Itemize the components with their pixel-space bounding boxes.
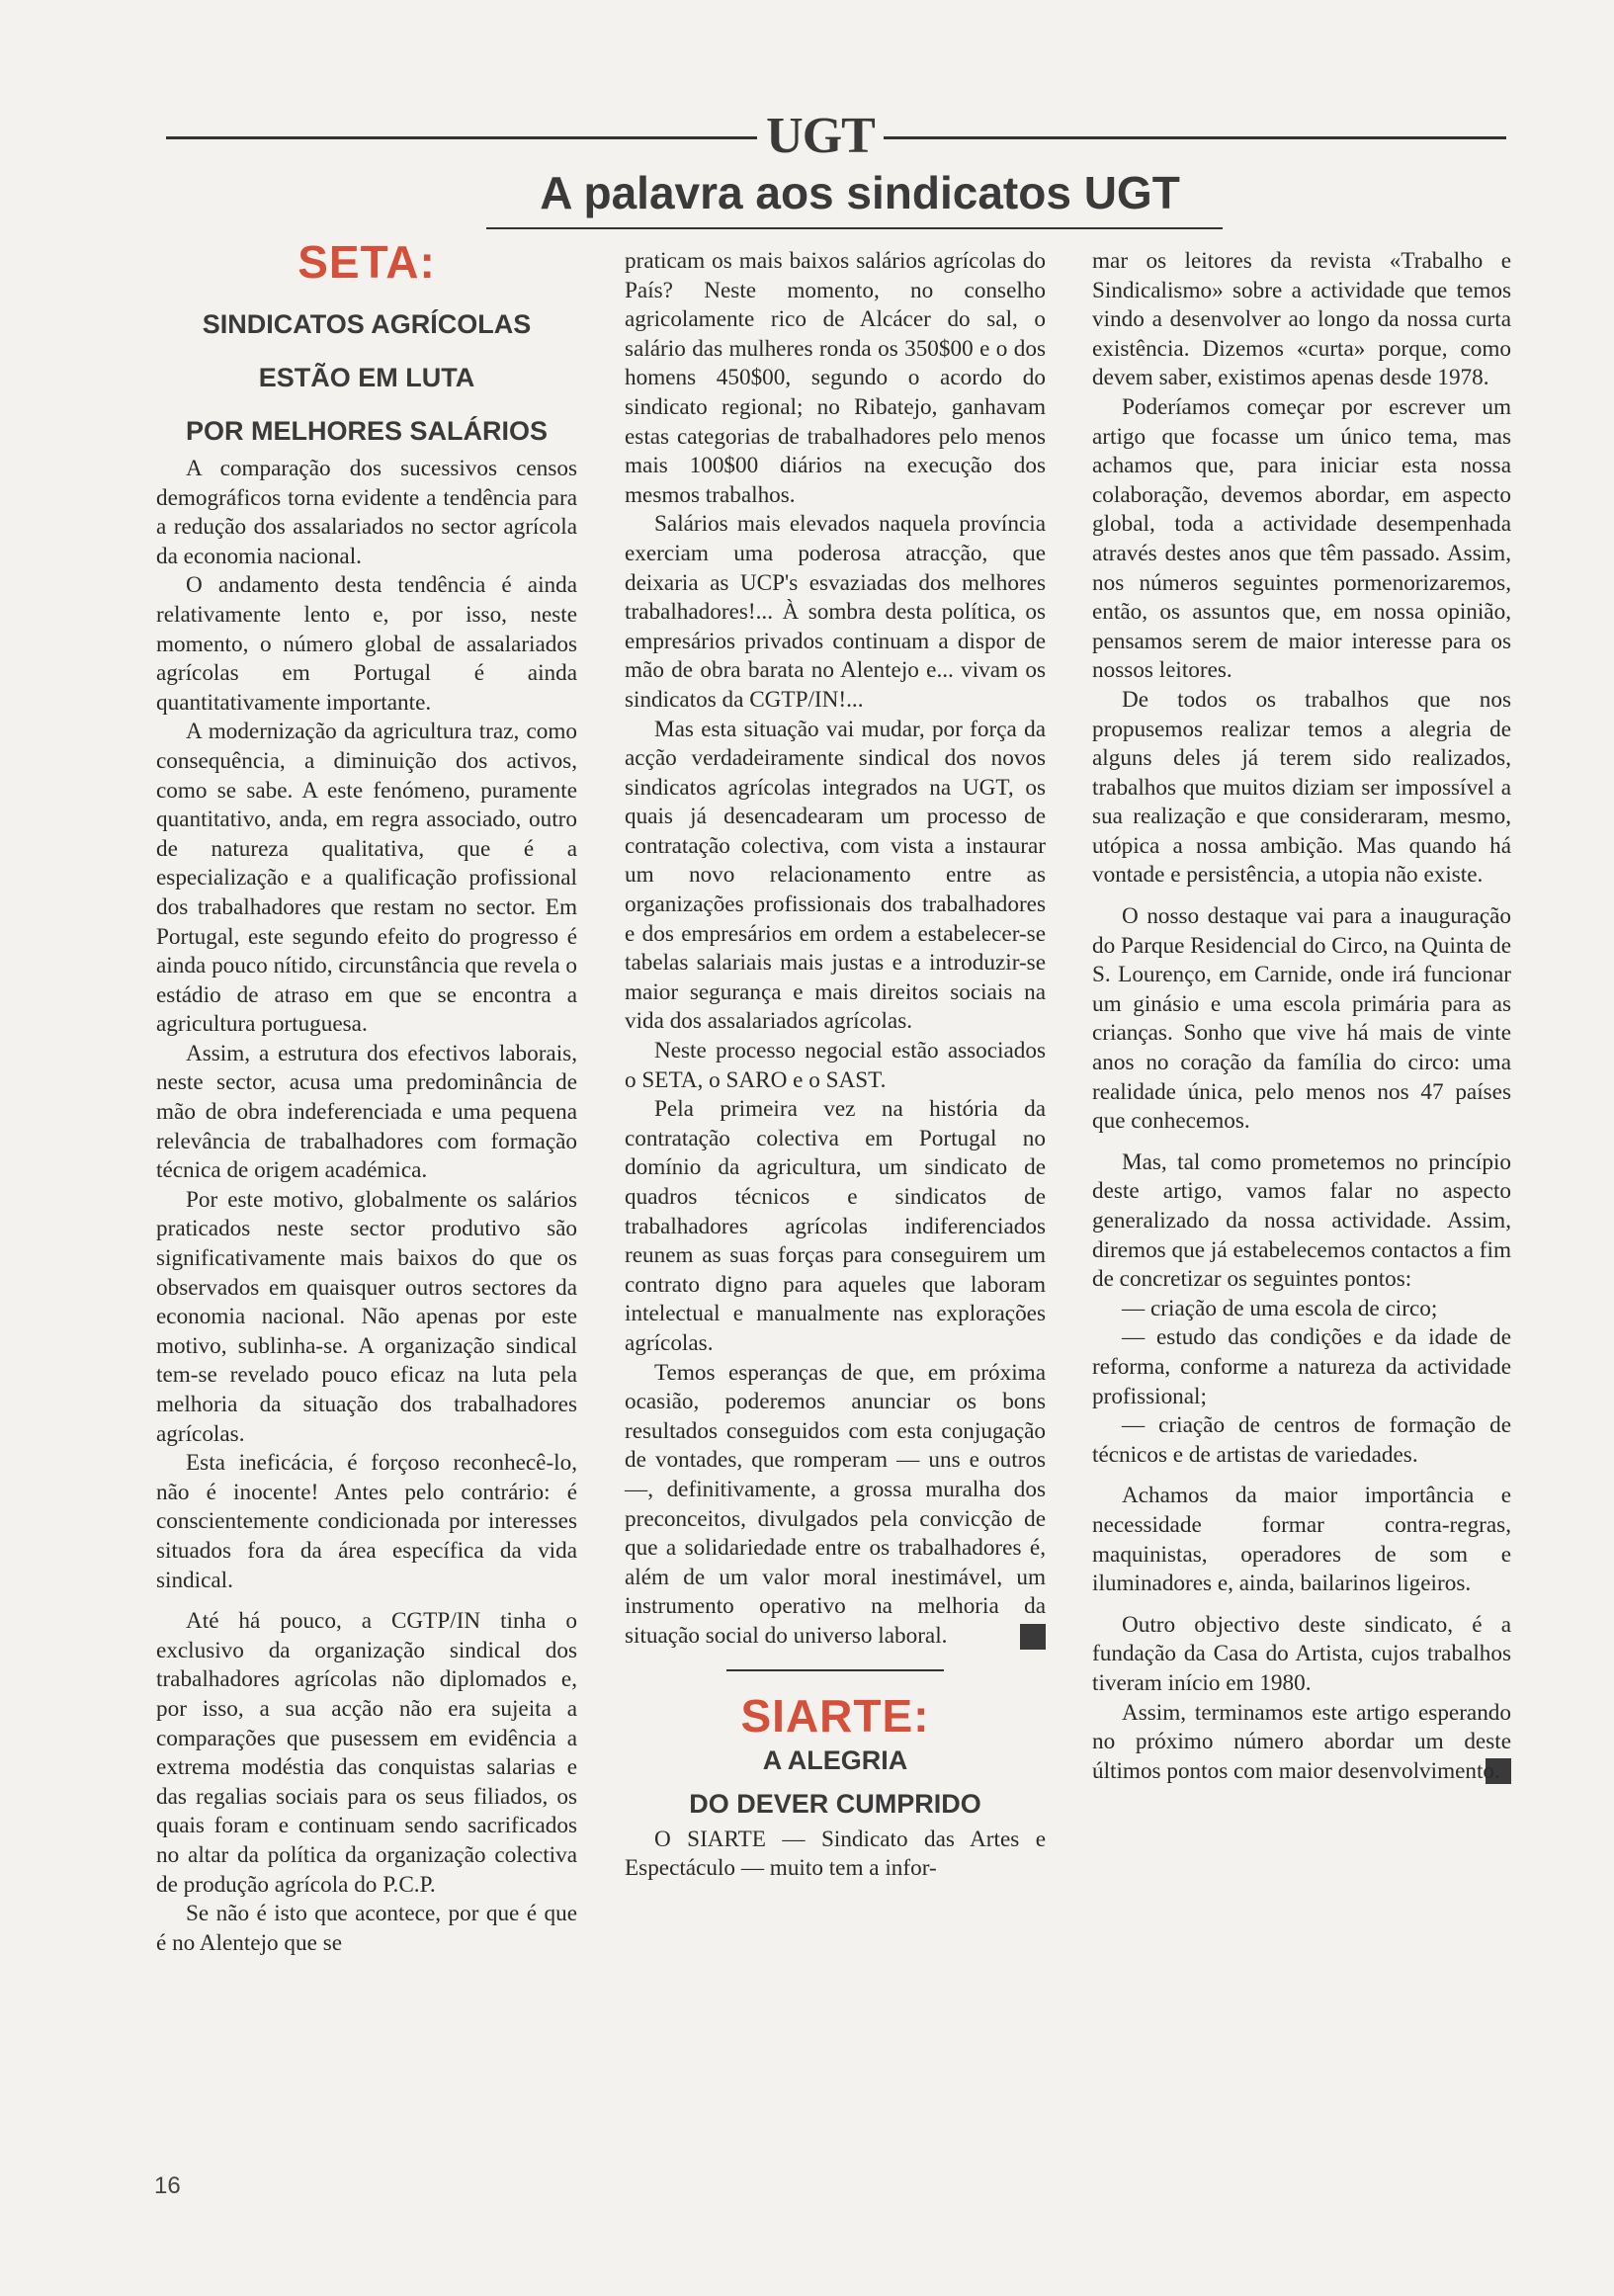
siarte-paragraph: O nosso destaque vai para a inauguração do Parque Residencial do Circo, na Quinta de S. Lourenço, em Carnide, onde irá funcionar um ginásio e uma escola primária para as crianças. Sonho que vive há mais de vinte anos no coração da família do circo: uma realidade única, pelo menos nos 47 países que conhecemos. [1092,903,1511,1135]
column-2 [625,247,1046,1884]
seta-paragraph: praticam os mais baixos salários agrícolas do País? Neste momento, no conselho agricolamente rico de Alcácer do sal, o salário das mulheres ronda os 350$00 e o dos homens 450$00, segundo o acordo do sindicato regional; no Ribatejo, ganhavam estas categorias de trabalhadores pelo menos mais 100$00 diários na execução dos mesmos trabalhos. [625,248,1046,508]
seta-paragraph: Esta ineficácia, é forçoso reconhecê-lo, não é inocente! Antes pelo contrário: é conscientemente condicionada por interesses situados fora da área específica da vida sindical. [156,1450,577,1593]
siarte-paragraph: Poderíamos começar por escrever um artigo que focasse um único tema, mas achamos que, para iniciar esta nossa colaboração, devemos abordar, em aspecto global, toda a actividade desempenhada através destes anos que têm passado. Assim, nos números seguintes pormenorizaremos, então, os assuntos que, em nossa opinião, pensamos serem de maior interesse para os nossos leitores. [1092,393,1511,684]
siarte-list-item: — criação de centros de formação de técnicos e de artistas de variedades. [1092,1412,1511,1468]
seta-paragraph: Salários mais elevados naquela província exerciam uma poderosa atracção, que deixaria as UCP's esvaziadas dos melhores trabalhadores!... À sombra desta política, os empresários privados continuam a dispor de mão de obra barata no Alentejo e... vivam os sindicatos da CGTP/IN!... [625,511,1046,713]
seta-paragraph: Temos esperanças de que, em próxima ocasião, poderemos anunciar os bons resultados conseguidos com esta conjugação de vontades, que romperam — uns e outros —, definitivamente, a grossa muralha dos preconceitos, divulgados pela convicção de que a solidariedade entre os trabalhadores é, além de um valor moral inestimável, um instrumento operativo na melhoria da situação social do universo laboral. [625,1359,1046,1649]
seta-paragraph: Até há pouco, a CGTP/IN tinha o exclusivo da organização sindical dos trabalhadores agrícolas não diplomados e, por isso, a sua acção não era sujeita a comparações que pusessem em evidência a extrema modéstia das conquistas salarias e das regalias sociais para os seus filiados, os quais foram e continuam sendo sacrificados no altar da política da organização colectiva de produção agrícola do P.C.P. [156,1608,577,1898]
header-rule-right [884,136,1506,139]
siarte-paragraph: Achamos da maior importância e necessidade formar contra-regras, maquinistas, operadores de som e iluminadores e, ainda, bailarinos ligeiros. [1092,1483,1511,1597]
seta-paragraph: Se não é isto que acontece, por que é que é no Alentejo que se [156,1901,577,1956]
seta-paragraph: Por este motivo, globalmente os salários praticados neste sector produtivo são significativamente mais baixos do que os observados em quaisquer outros sectores da economia nacional. Não apenas por este motivo, sublinha-se. A organização sindical tem-se revelado pouco eficaz na luta pela melhoria da situação dos trabalhadores agrícolas. [156,1186,577,1447]
page-number: 16 [154,2172,181,2199]
seta-paragraph: A comparação dos sucessivos censos demográficos torna evidente a tendência para a redução dos assalariados no sector agrícola da economia nacional. [156,456,577,569]
siarte-paragraph: Mas, tal como prometemos no princípio deste artigo, vamos falar no aspecto generalizado da nossa actividade. Assim, diremos que já estabelecemos contactos a fim de concretizar os seguintes pontos: [1092,1148,1511,1293]
siarte-list-item: — estudo das condições e da idade de reforma, conforme a natureza da actividade profissional; [1092,1324,1511,1409]
siarte-paragraph: mar os leitores da revista «Trabalho e Sindicalismo» sobre a actividade que temos vindo a desenvolver ao longo da nossa curta existência. Dizemos «curta» porque, como devem saber, existimos apenas desde 1978. [1092,248,1511,391]
article-separator [726,1669,944,1671]
siarte-subtitle-line-2: DO DEVER CUMPRIDO [689,1788,981,1819]
siarte-paragraph: Assim, terminamos este artigo esperando no próximo número abordar um deste últimos pontos com maior desenvolvimento. [1092,1699,1511,1784]
seta-title: SETA: [297,236,436,288]
seta-paragraph: O andamento desta tendência é ainda relativamente lento e, por isso, neste momento, o número global de assalariados agrícolas em Portugal é ainda quantitativamente importante. [156,572,577,716]
seta-subtitle-line-2: ESTÃO EM LUTA [258,363,475,392]
seta-paragraph: Mas esta situação vai mudar, por força da acção verdadeiramente sindical dos novos sindicatos agrícolas integrados na UGT, os quais já desencadearam um processo de contratação colectiva, com vista a instaurar um novo relacionamento entre as organizações profissionais dos trabalhadores e dos empresários em ordem a estabelecer-se tabelas salariais mais justas e a introduzir-se maior segurança e mais direitos sociais na vida dos assalariados agrícolas. [625,716,1046,1035]
seta-subtitle-line-1: SINDICATOS AGRÍCOLAS [202,309,532,339]
siarte-list-item: — criação de uma escola de circo; [1122,1295,1438,1321]
column-1 [156,235,577,1958]
column-3 [1092,247,1511,1786]
siarte-paragraph: De todos os trabalhos que nos propusemos realizar temos a alegria de alguns deles já terem sido realizados, trabalhos que muitos diziam ser impossível a sua realização e que consideraram, mesmo, utópica a nossa ambição. Mas quando há vontade e persistência, a utopia não existe. [1092,686,1511,889]
headline-underline [486,227,1223,229]
seta-subtitle-line-3: POR MELHORES SALÁRIOS [185,416,549,446]
seta-paragraph: A modernização da agricultura traz, como consequência, a diminuição dos activos, como se sabe. A este fenómeno, puramente quantitativo, anda, em regra associado, outro de natureza qualitativa, que é a especialização e a qualificação profissional dos trabalhadores que restam no sector. Em Portugal, este segundo efeito do progresso é ainda pouco nítido, circunstância que revela o estádio de atraso em que se encontra a agricultura portuguesa. [156,719,577,1038]
seta-paragraph: Pela primeira vez na história da contratação colectiva em Portugal no domínio da agricultura, um sindicato de quadros técnicos e sindicatos de trabalhadores agrícolas indiferenciados reunem as suas forças para conseguirem um contrato digno para aqueles que laboram intelectual e manualmente nas explorações agrícolas. [625,1096,1046,1356]
siarte-paragraph: O SIARTE — Sindicato das Artes e Espectáculo — muito tem a infor- [625,1826,1046,1882]
section-label: UGT [766,108,875,164]
siarte-subtitle-line-1: A ALEGRIA [762,1744,908,1775]
seta-paragraph: Neste processo negocial estão associados o SETA, o SARO e o SAST. [625,1038,1046,1093]
seta-paragraph: Assim, a estrutura dos efectivos laborais, neste sector, acusa uma predominância de mão de obra indeferenciada e uma pequena relevância de trabalhadores com formação técnica de origem académica. [156,1040,577,1184]
siarte-title: SIARTE: [740,1689,930,1742]
page-headline: A palavra aos sindicatos UGT [540,167,1180,218]
header-rule-left [166,136,757,139]
siarte-paragraph: Outro objectivo deste sindicato, é a fundação da Casa do Artista, cujos trabalhos tiveram início em 1980. [1092,1611,1511,1696]
